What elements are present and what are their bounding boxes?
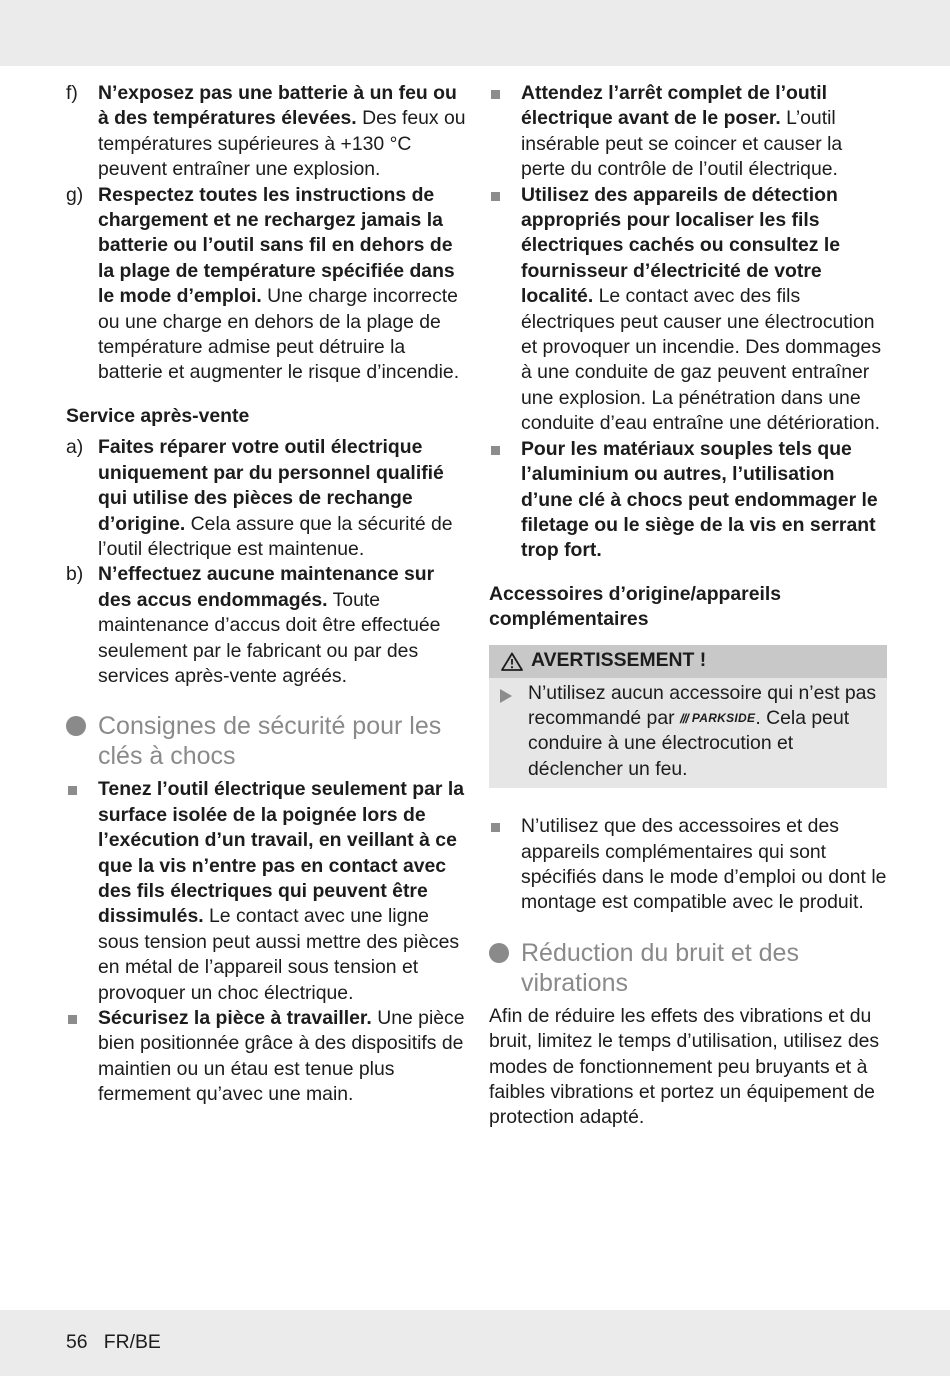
square-bullet-icon (68, 1015, 77, 1024)
list-item-g (66, 183, 466, 386)
list-item-f (66, 81, 466, 183)
bullet-dot-icon (489, 943, 509, 963)
warning-title: AVERTISSEMENT ! (531, 649, 707, 672)
bold-text: N’effectuez aucune maintenance sur des accus endommagés. (98, 563, 435, 611)
body-text: Cela assure que la sécurité de l’outil électrique est maintenue. (98, 512, 453, 560)
body-text: Des feux ou températures supérieures à +130 °C peuvent entraîner une explosion. (98, 107, 466, 181)
square-bullet-icon (491, 90, 500, 99)
body-text: Une charge incorrecte ou une charge en dehors de la plage de température admise peut détruire la batterie et augmenter le risque d’incendie. (98, 285, 460, 384)
body-text: Le contact avec une ligne sous tension peut aussi mettre des pièces en métal de l’appareil sous tension et provoquer un choc électrique. (98, 905, 460, 1004)
bold-text: Faites réparer votre outil électrique uniquement par du personnel qualifié qui utilise des pièces de rechange d’origine. (98, 436, 444, 535)
square-bullet-icon (491, 446, 500, 455)
top-band (0, 0, 950, 66)
service-heading: Service après-vente (66, 404, 250, 427)
list-marker: a) (66, 436, 84, 459)
bullet-item (66, 777, 466, 1006)
bullet-dot-icon (66, 716, 86, 736)
section-title: Consignes de sécurité pour les clés à chocs (98, 712, 442, 771)
bullet-item (66, 1006, 466, 1108)
square-bullet-icon (491, 192, 500, 201)
warning-box (489, 645, 887, 789)
body-text: Le contact avec des fils électriques peut causer une électrocution et provoquer un incendie. Des dommages à une conduite de gaz peuvent entraîner une explosion. La pénétration dans une conduite d’eau entraîne une détérioration. (521, 285, 882, 435)
warning-body (489, 678, 887, 789)
body-text: L’outil insérable peut se coincer et causer la perte du contrôle de l’outil électrique. (521, 107, 843, 181)
section-heading-impact-wrench (66, 711, 466, 771)
parkside-logo (680, 706, 755, 731)
noise-paragraph: Afin de réduire les effets des vibrations et du bruit, limitez le temps d’utilisation, utilisez des modes de fonctionnement peu bruyants et à faibles vibrations et portez un équipement de protection adapté. (489, 1004, 880, 1129)
bold-text: N’exposez pas une batterie à un feu ou à des températures élevées. (98, 82, 457, 130)
section-heading-noise (489, 938, 887, 998)
left-column (66, 81, 466, 1108)
warning-text: . Cela peut conduire à une électrocution et déclencher un feu. (528, 706, 850, 780)
body-text: Toute maintenance d’accus doit être effectuée seulement par le fabricant ou par des services après-vente agréés. (98, 588, 441, 687)
arrow-bullet-icon (500, 689, 512, 703)
right-column (489, 81, 887, 1131)
bold-text: Sécurisez la pièce à travailler. (98, 1007, 372, 1029)
bold-text: Tenez l’outil électrique seulement par la surface isolée de la poignée lors de l’exécution d’un travail, en veillant à ce que la vis n’entre pas en contact avec des fils électriques qui peuvent être dissimulés. (98, 778, 465, 928)
warning-text: N’utilisez aucun accessoire qui n’est pas recommandé par (528, 681, 877, 729)
bullet-item (489, 81, 887, 183)
accessories-heading: Accessoires d’origine/appareils complémentaires (489, 582, 782, 631)
bullet-item (489, 437, 887, 564)
bold-text: Pour les matériaux souples tels que l’aluminium ou autres, l’utilisation d’une clé à chocs peut endommager le filetage ou le siège de la vis en serrant trop fort. (521, 437, 878, 562)
bold-text: Respectez toutes les instructions de chargement et ne rechargez jamais la batterie ou l’outil sans fil en dehors de la plage de température spécifiée dans le mode d’emploi. (98, 183, 455, 308)
bold-text: Utilisez des appareils de détection appropriés pour localiser les fils électriques cachés ou consultez le fournisseur d’électricité de votre localité. (521, 183, 840, 308)
list-marker: f) (66, 82, 78, 104)
bullet-item (489, 814, 887, 916)
bold-text: Attendez l’arrêt complet de l’outil électrique avant de le poser. (521, 82, 827, 130)
logo-text: PARKSIDE (691, 710, 756, 725)
warning-triangle-icon (501, 652, 523, 671)
bullet-item (489, 183, 887, 437)
square-bullet-icon (68, 786, 77, 795)
square-bullet-icon (491, 823, 500, 832)
list-marker: b) (66, 563, 84, 586)
page-number: 56 FR/BE (66, 1331, 161, 1353)
body-text: Une pièce bien positionnée grâce à des dispositifs de maintien ou un étau est tenue plus fermement qu’avec une main. (98, 1007, 465, 1106)
list-item-b (66, 562, 466, 689)
list-marker: g) (66, 183, 84, 206)
body-text: N’utilisez que des accessoires et des appareils complémentaires qui sont spécifiés dans le mode d’emploi ou dont le montage est compatible avec le produit. (521, 815, 887, 914)
warning-header (489, 645, 887, 678)
section-title: Réduction du bruit et des vibrations (521, 938, 799, 997)
logo-slashes-icon: /// (679, 710, 688, 726)
list-item-a (66, 435, 466, 562)
